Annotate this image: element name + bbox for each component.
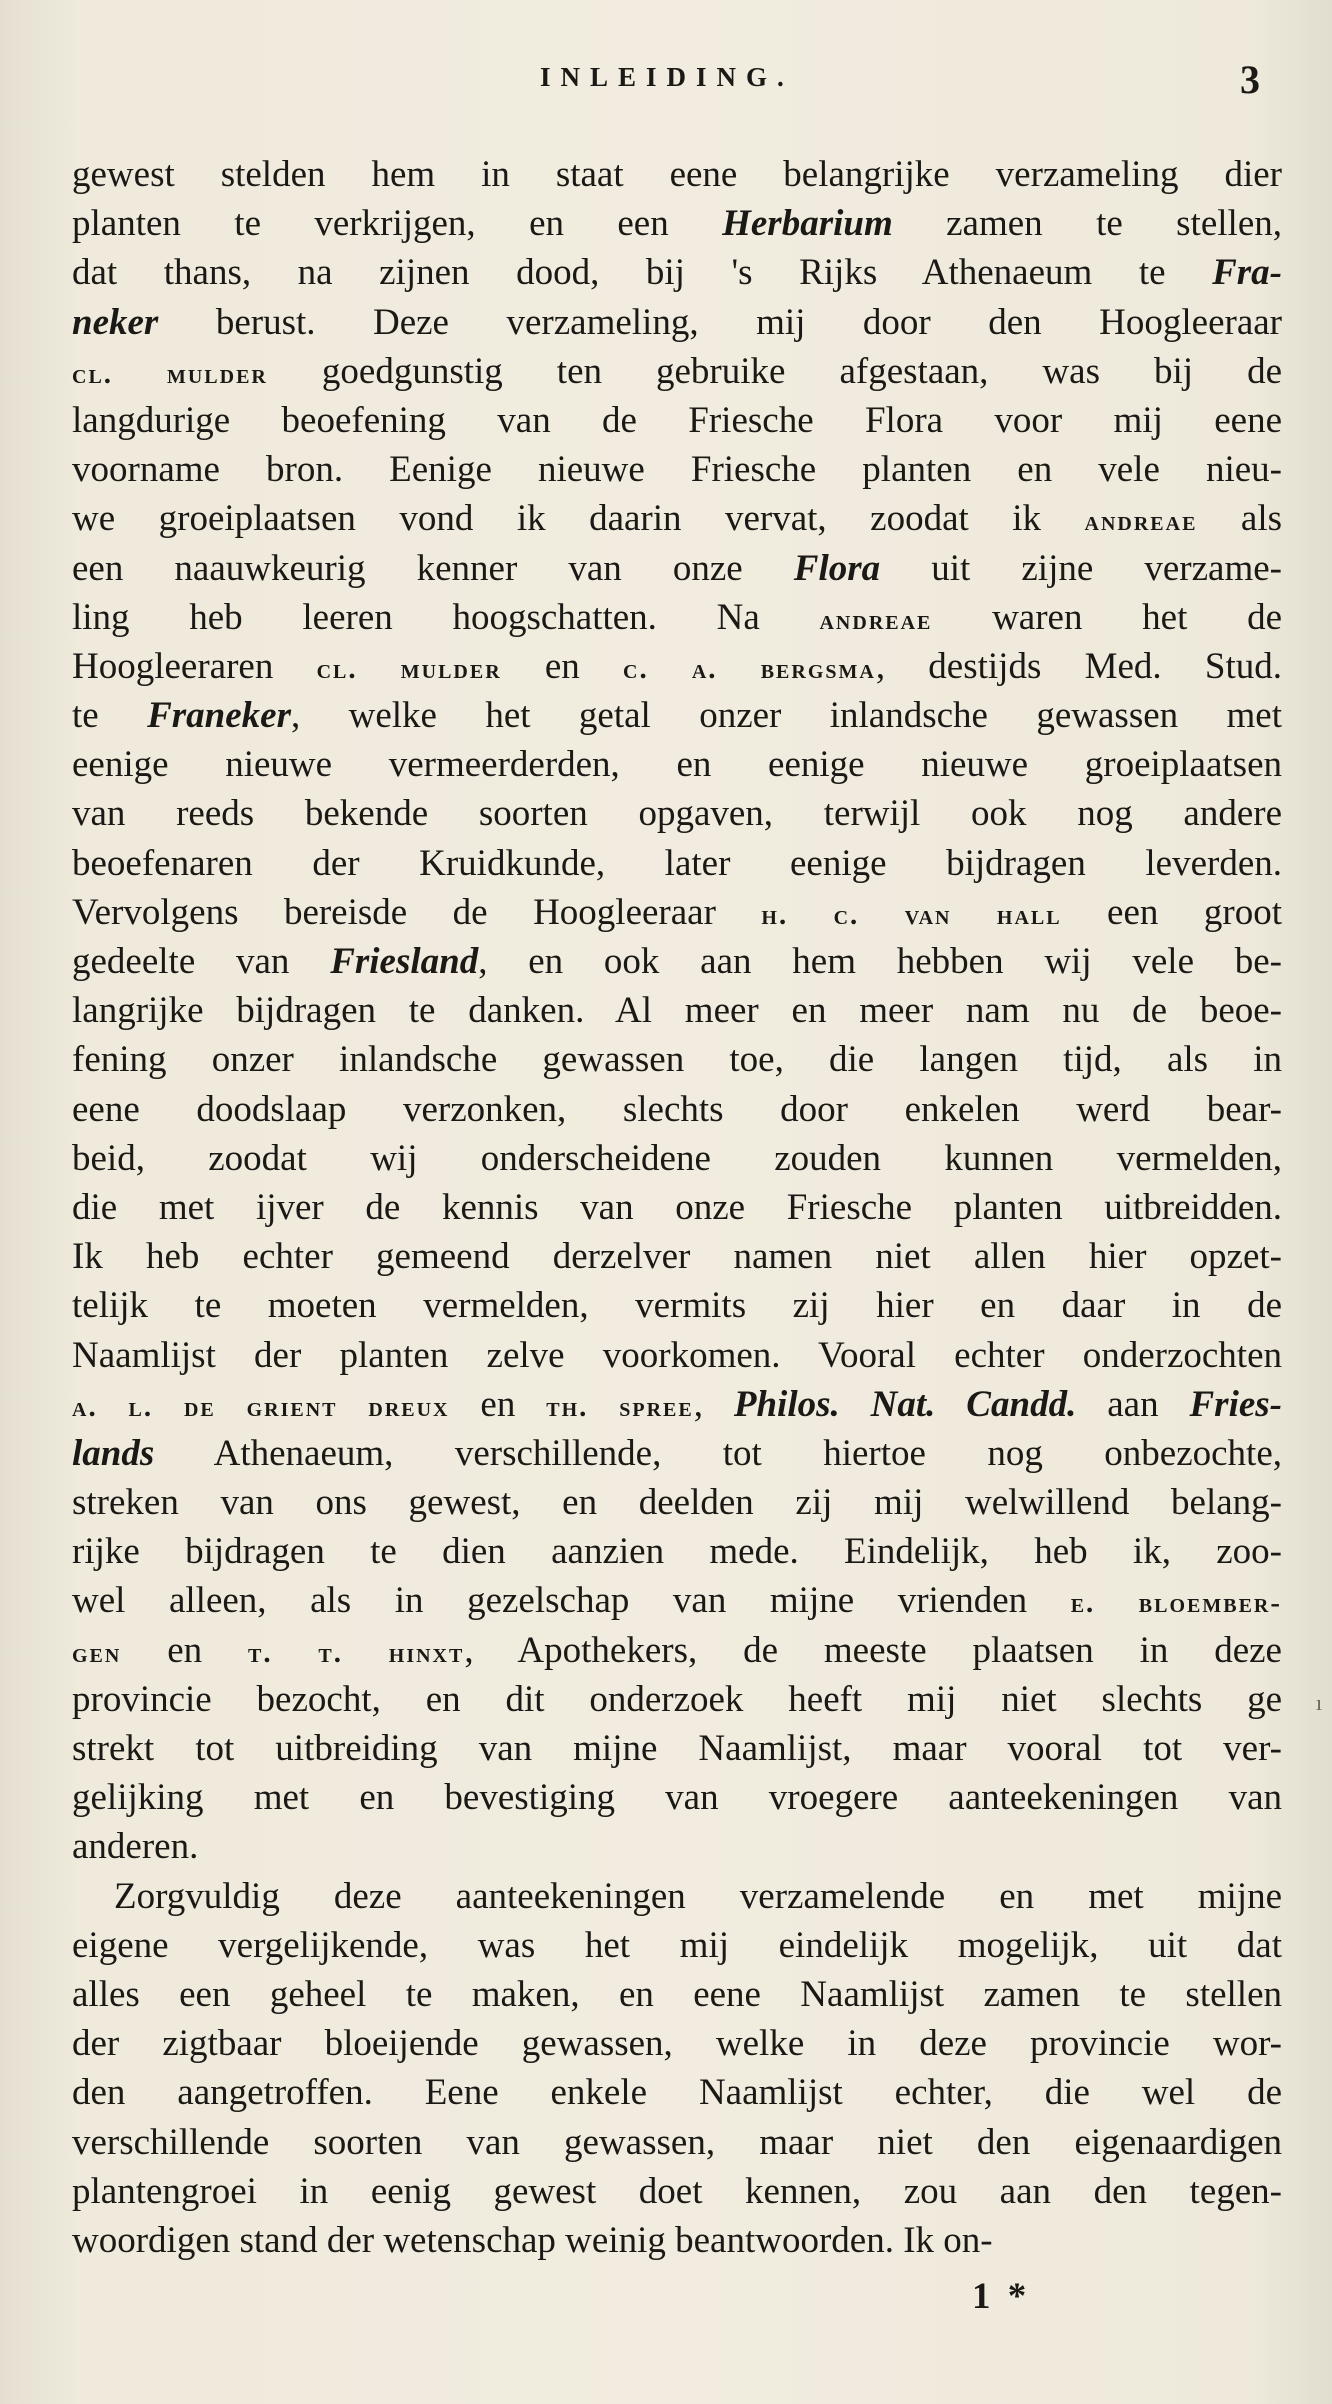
text-run: te [72, 695, 148, 737]
text-run: verschillende soorten van gewassen, maar niet den eigenaardigen [72, 2121, 1282, 2163]
text-line [72, 347, 1282, 396]
text-run: we groeiplaatsen vond ik daarin vervat, zoodat ik [72, 498, 1085, 540]
text-run: gelijking met en bevestiging van vroegere aanteekeningen van [72, 1777, 1282, 1819]
text-run: Athenaeum, verschillende, tot hiertoe nog onbezochte, [154, 1432, 1282, 1474]
text-line [72, 642, 1282, 691]
text-line [72, 2068, 1282, 2117]
page-number: 3 [1240, 57, 1260, 102]
margin-mark: ı [1316, 1690, 1323, 1715]
text-run: ling heb leeren hoogschatten. Na [72, 596, 820, 638]
text-run: goedgunstig ten gebruike afgestaan, was bij de [267, 350, 1282, 392]
text-run: Hoogleeraren [72, 645, 317, 687]
text-run: , Apothekers, de meeste plaatsen in deze [464, 1629, 1282, 1671]
text-run: provincie bezocht, en dit onderzoek heeft mij niet slechts ge [72, 1678, 1282, 1720]
small-caps-name: e. bloember- [1070, 1587, 1282, 1620]
text-run: plantengroei in eenig gewest doet kennen, zou aan den tegen- [72, 2170, 1282, 2212]
text-line [72, 1822, 1282, 1871]
text-run: telijk te moeten vermelden, vermits zij hier en daar in de [72, 1285, 1282, 1327]
text-run: beid, zoodat wij onderscheidene zouden kunnen vermelden, [72, 1137, 1282, 1179]
text-line [72, 691, 1282, 740]
small-caps-name: andreae [1084, 505, 1198, 538]
text-line [72, 1626, 1282, 1675]
text-run: , en ook aan hem hebben wij vele be- [478, 941, 1282, 982]
italic-term: Flora [793, 547, 881, 589]
small-caps-name: a. l. de grient dreux [72, 1390, 450, 1423]
text-run: Ik heb echter gemeend derzelver namen niet allen hier opzet- [72, 1236, 1282, 1278]
text-run: dat thans, na zijnen dood, bij 's Rijks Athenaeum te [72, 252, 1213, 294]
text-line [72, 839, 1282, 888]
text-line [72, 1872, 1282, 1921]
text-run: woordigen stand der wetenschap weinig beantwoorden. Ik on- [72, 2219, 993, 2261]
text-run: beoefenaren der Kruidkunde, later eenige bijdragen leverden. [72, 842, 1282, 884]
text-line [72, 298, 1282, 347]
text-run: van reeds bekende soorten opgaven, terwijl ook nog andere [72, 793, 1282, 835]
text-line [72, 1183, 1282, 1232]
small-caps-name: gen [72, 1636, 122, 1669]
text-line [72, 150, 1282, 199]
text-run: waren het de [932, 596, 1282, 638]
text-run: uit zijne verzame- [880, 547, 1282, 589]
text-run: strekt tot uitbreiding van mijne Naamlijst, maar vooral tot ver- [72, 1728, 1282, 1769]
text-line [72, 1921, 1282, 1970]
signature-mark: 1 * [972, 2276, 1031, 2317]
text-run: als [1197, 498, 1282, 540]
text-line [72, 1527, 1282, 1576]
italic-term: neker [72, 301, 159, 343]
text-run: eenige nieuwe vermeerderden, en eenige nieuwe groeiplaatsen [72, 744, 1282, 786]
body-text [72, 150, 1282, 2265]
text-run: den aangetroffen. Eene enkele Naamlijst echter, die wel de [72, 2072, 1282, 2114]
text-run: streken van ons gewest, en deelden zij mij welwillend belang- [72, 1482, 1282, 1524]
text-run: voorname bron. Eenige nieuwe Friesche planten en vele nieu- [72, 449, 1282, 491]
text-run: rijke bijdragen te dien aanzien mede. Eindelijk, heb ik, zoo- [72, 1531, 1282, 1573]
small-caps-name: cl. mulder [72, 357, 268, 390]
text-run: berust. Deze verzameling, mij door den Hoogleeraar [158, 301, 1282, 343]
italic-term: lands [72, 1432, 155, 1474]
text-run: alles een geheel te maken, en eene Naamlijst zamen te stellen [72, 1973, 1282, 2015]
text-run: eene doodslaap verzonken, slechts door enkelen werd bear- [72, 1088, 1282, 1130]
text-run: wel alleen, als in gezelschap van mijne vrienden [72, 1580, 1071, 1622]
text-run: , welke het getal onzer inlandsche gewassen met [291, 695, 1282, 737]
italic-term: Fries- [1189, 1383, 1282, 1425]
italic-term: Fra- [1212, 252, 1282, 294]
text-line [72, 1232, 1282, 1281]
text-line [72, 1970, 1282, 2019]
text-line [72, 1724, 1282, 1773]
text-line [72, 1134, 1282, 1183]
text-line [72, 888, 1282, 937]
text-line [72, 1331, 1282, 1380]
text-line [72, 1035, 1282, 1084]
text-run: planten te verkrijgen, en een [72, 203, 723, 245]
text-run: anderen. [72, 1826, 199, 1868]
italic-term: Philos. Nat. Candd. [733, 1383, 1077, 1425]
small-caps-name: cl. mulder [316, 652, 502, 685]
text-line [72, 740, 1282, 789]
text-run: langdurige beoefening van de Friesche Flora voor mij eene [72, 399, 1282, 441]
small-caps-name: th. spree [546, 1390, 694, 1423]
italic-term: Friesland [330, 941, 479, 982]
text-line [72, 544, 1282, 593]
text-run: en [121, 1629, 248, 1671]
text-run: een naauwkeurig kenner van onze [72, 547, 794, 589]
text-line [72, 1675, 1282, 1724]
running-head [0, 57, 1332, 112]
text-line [72, 937, 1282, 986]
text-line [72, 1429, 1282, 1478]
text-line [72, 1576, 1282, 1625]
text-line [72, 986, 1282, 1035]
text-run: , destijds Med. Stud. [875, 645, 1282, 687]
text-line [72, 248, 1282, 297]
small-caps-name: h. c. van hall [761, 898, 1062, 931]
text-line [72, 1380, 1282, 1429]
text-run: , [693, 1383, 734, 1425]
text-line [72, 396, 1282, 445]
text-line [72, 2167, 1282, 2216]
text-run: en [449, 1383, 547, 1425]
text-line [72, 445, 1282, 494]
small-caps-name: andreae [819, 603, 933, 636]
small-caps-name: c. a. bergsma [623, 652, 876, 685]
text-line [72, 2216, 1282, 2265]
running-title: INLEIDING. [540, 62, 794, 92]
text-run: Zorgvuldig deze aanteekeningen verzamelende en met mijne [114, 1875, 1282, 1917]
text-run: der zigtbaar bloeijende gewassen, welke in deze provincie wor- [72, 2023, 1282, 2065]
small-caps-name: t. t. hinxt [248, 1636, 465, 1669]
text-run: eigene vergelijkende, was het mij eindelijk mogelijk, uit dat [72, 1924, 1282, 1966]
text-run: gedeelte van [72, 941, 331, 982]
text-line [72, 789, 1282, 838]
text-run: zamen te stellen, [892, 203, 1282, 245]
italic-term: Herbarium [722, 203, 893, 245]
text-run: die met ijver de kennis van onze Friesche planten uitbreidden. [72, 1186, 1282, 1228]
text-run: een groot [1061, 891, 1282, 933]
text-line [72, 494, 1282, 543]
text-run: langrijke bijdragen te danken. Al meer en meer nam nu de beoe- [72, 990, 1282, 1032]
text-line [72, 2118, 1282, 2167]
text-line [72, 593, 1282, 642]
text-line [72, 1281, 1282, 1330]
text-line [72, 1773, 1282, 1822]
italic-term: Franeker [147, 695, 291, 737]
text-run: Naamlijst der planten zelve voorkomen. Vooral echter onderzochten [72, 1334, 1282, 1376]
text-run: aan [1076, 1383, 1190, 1425]
text-run: Vervolgens bereisde de Hoogleeraar [72, 891, 762, 933]
text-line [72, 2019, 1282, 2068]
text-run: en [501, 645, 624, 687]
text-line [72, 1085, 1282, 1134]
text-line [72, 1478, 1282, 1527]
text-run: fening onzer inlandsche gewassen toe, die langen tijd, als in [72, 1039, 1282, 1081]
text-run: gewest stelden hem in staat eene belangrijke verzameling dier [72, 154, 1282, 195]
text-line [72, 199, 1282, 248]
